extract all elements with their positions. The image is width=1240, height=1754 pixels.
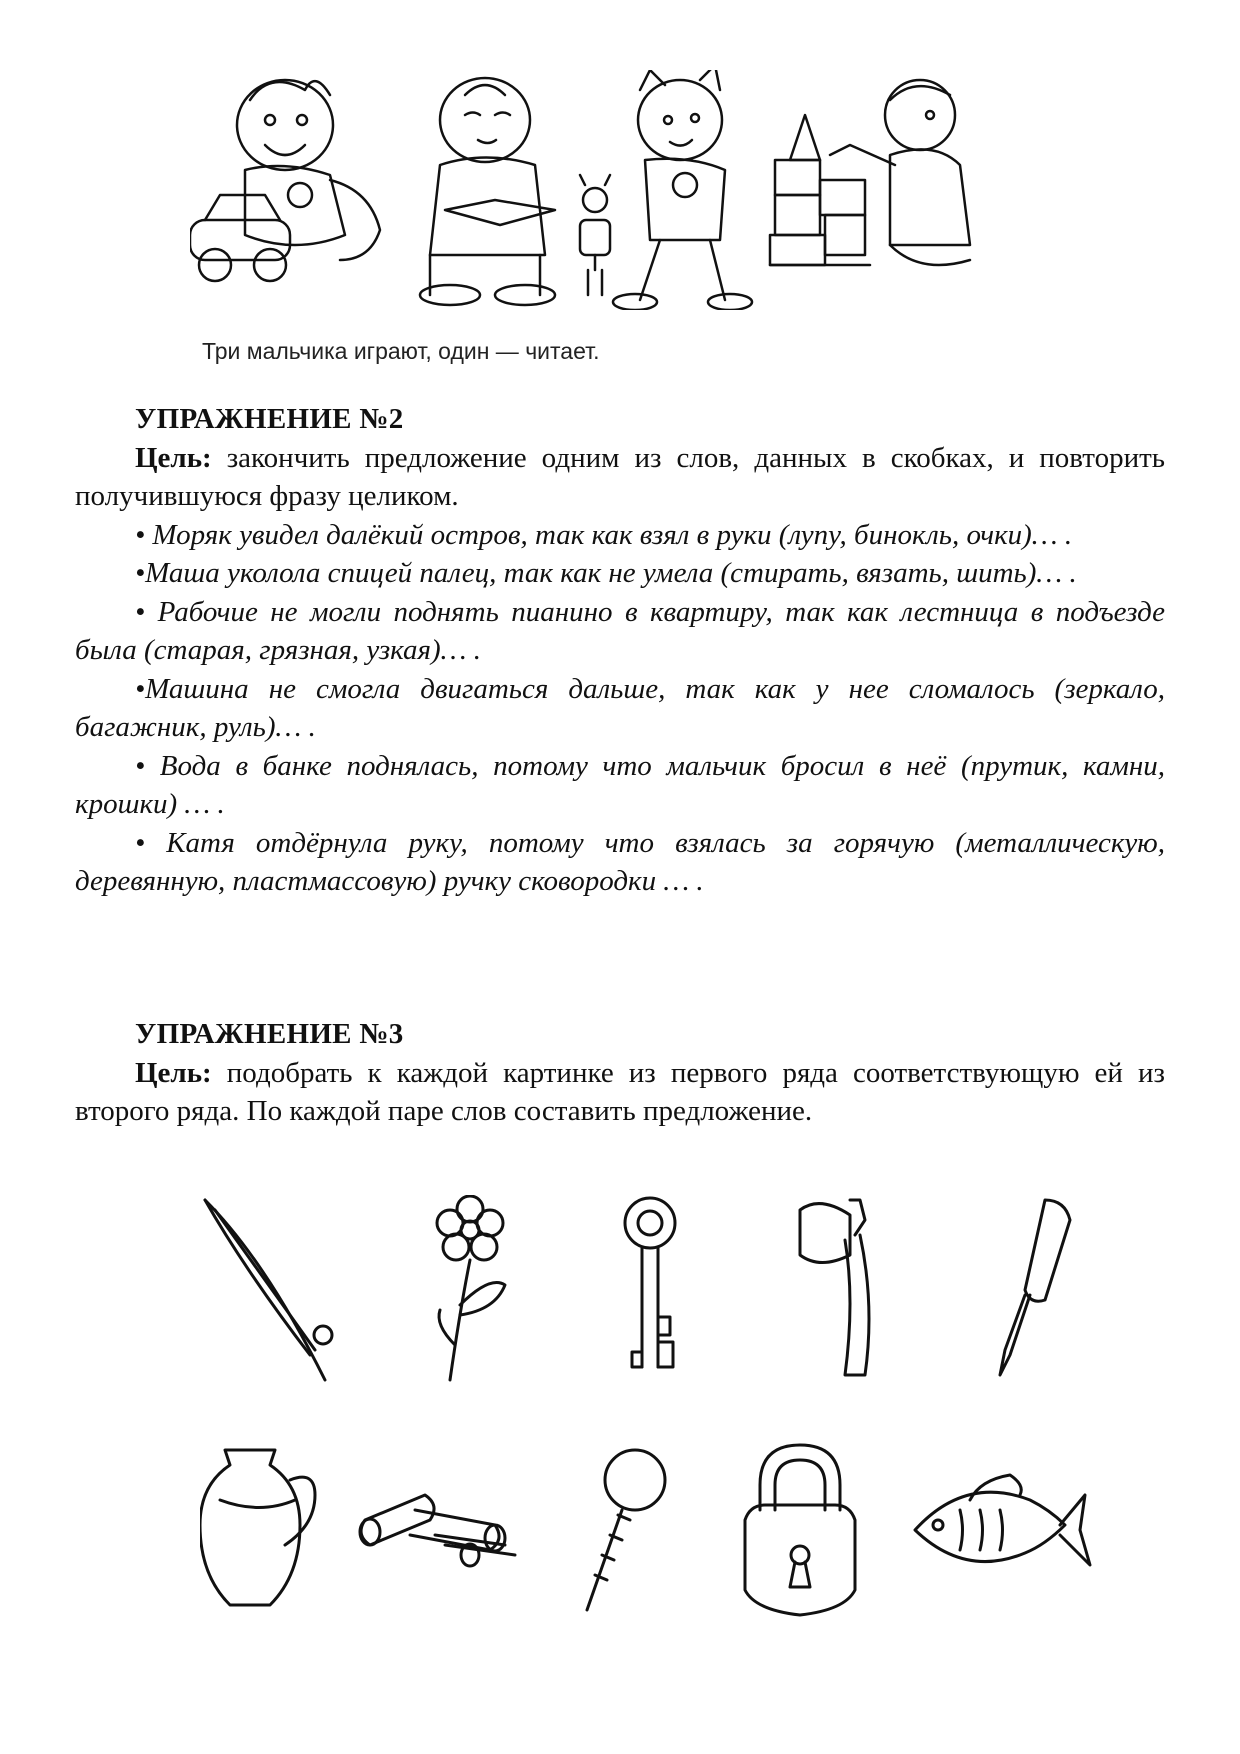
flower-icon <box>437 1196 505 1380</box>
list-item: • Катя отдёрнула руку, потому что взялась за горячую (металлическую, деревянную, пластмассовую) ручку сковородки … . <box>75 826 1165 897</box>
boy-reading-book-icon <box>420 78 555 305</box>
illustration-caption: Три мальчика играют, один — читает. <box>202 338 600 364</box>
picture-row-2 <box>200 1440 1120 1620</box>
exercise-3 <box>75 1015 1165 1131</box>
boy-with-blocks-icon <box>770 80 970 265</box>
picture-row-1 <box>195 1195 1125 1385</box>
goal-text: подобрать к каждой картинке из первого ряда соответствующую ей из второго ряда. По каждой паре слов составить предложение. <box>75 1056 1165 1127</box>
exercise-2-goal <box>75 439 1165 516</box>
key-icon <box>625 1198 675 1367</box>
screwdriver-icon <box>1000 1200 1070 1375</box>
exercise-3-heading: УПРАЖНЕНИЕ №3 <box>135 1018 404 1050</box>
axe-icon <box>800 1200 869 1375</box>
screw-icon <box>587 1450 665 1610</box>
exercise-2-heading: УПРАЖНЕНИЕ №2 <box>135 403 404 435</box>
boy-with-robot-icon <box>580 70 752 310</box>
boys-illustration <box>190 70 1110 310</box>
list-item: • Моряк увидел далёкий остров, так как взял в руки (лупу, бинокль, очки)… . <box>135 518 1073 551</box>
exercise-3-goal <box>75 1054 1165 1131</box>
goal-label: Цель: <box>135 1056 212 1089</box>
jug-icon <box>200 1450 315 1605</box>
goal-label: Цель: <box>135 441 212 474</box>
logs-icon <box>360 1495 515 1566</box>
boy-with-toy-car-icon <box>190 80 380 281</box>
list-item: •Машина не смогла двигаться дальше, так как у нее сломалось (зеркало, багажник, руль)… . <box>75 672 1165 743</box>
list-item: • Вода в банке поднялась, потому что мальчик бросил в неё (прутик, камни, крошки) … . <box>75 749 1165 820</box>
padlock-icon <box>745 1445 855 1615</box>
exercise-2 <box>75 400 1165 901</box>
list-item: •Маша уколола спицей палец, так как не умела (стирать, вязать, шить)… . <box>135 557 1077 589</box>
fishing-rod-icon <box>205 1200 332 1380</box>
goal-text: закончить предложение одним из слов, данных в скобках, и повторить получившуюся фразу целиком. <box>75 441 1165 512</box>
fish-icon <box>915 1475 1090 1565</box>
list-item: • Рабочие не могли поднять пианино в квартиру, так как лестница в подъезде была (старая, грязная, узкая)… . <box>75 595 1165 666</box>
